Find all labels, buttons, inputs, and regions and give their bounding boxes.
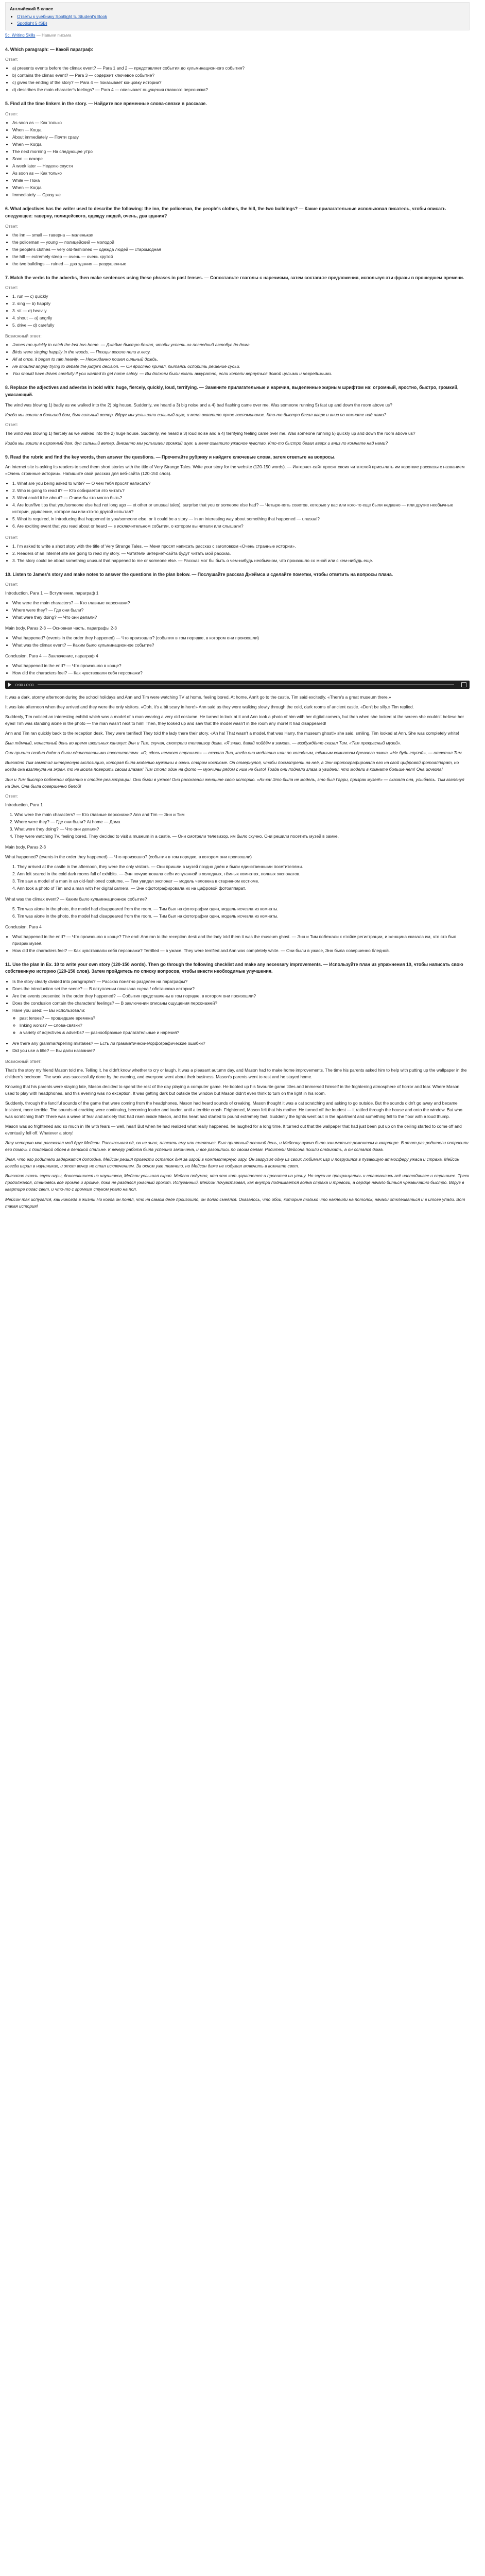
list-item: 1. They arrived at the castle in the afternoon, they were the only visitors. — Они пришли в музей поздно днём и были единственными посетителями. [12, 863, 303, 869]
story-paragraph-ru: Энн и Тим быстро побежали обратно к стойке регистрации. Они были в ужасе! Они рассказали женщине свою историю. «Ах-ха! Это была не модель, это был Гарри, призрак музея!» — сказала она, улыбаясь. Тим взглянул на Энн. Она была совершенно белой! [5, 776, 464, 789]
list-item: • Are the events presented in the order they happened? — События представлены в том порядке, в котором они произошли? [12, 993, 470, 999]
story-paragraph: Knowing that his parents were staying late, Mason decided to spend the rest of the day playing a computer game. He booted up his favourite game titles and immersed himself in the frightening atmosphere of horror and fear. Where Mason used to play with headphones, and this evening was no exception. It was getting dark but outside the window but Mason didn't even think to turn on the light in his room. [5, 1084, 460, 1096]
list-item: • Where were they? — Где они были? [12, 607, 470, 614]
task6-heading: 6. What adjectives has the writer used to describe the following: the inn, the policeman, the people's clothes, the hill, the two buildings? — Какие прилагательные использовал писатель, чтобы описать следующее: таверну, полицейского, одежду людей, очень, два здания? [5, 206, 446, 218]
nav-link-sb[interactable]: Spotlight 5 (SB) [17, 21, 47, 26]
list-item: • the policeman — young — полицейский — молодой [12, 239, 470, 246]
task9-answers [5, 543, 470, 564]
list-item: 4. Ann took a photo of Tim and a man with her digital camera. — Энн сфотографировала их на цифровой фотоаппарат. [12, 885, 246, 891]
task6-answer-label: Ответ: [5, 223, 19, 229]
task4-heading: 4. Which paragraph: — Какой параграф: [5, 46, 94, 52]
task5-heading: 5. Find all the time linkers in the story. — Найдите все временные слова-связки в рассказе. [5, 101, 207, 107]
story-paragraph: That's the story my friend Mason told me. Telling it, he didn't know whether to cry or laugh. It was a pleasant autumn day, and Mason had to make home improvements. The time his parents asked him to help with putting up the wallpaper in the children's bedroom. The work was successfully done by the evening, and everyone went about their business. Mason's parents went to rest and he stayed home. [5, 1067, 467, 1080]
task6-list [5, 232, 470, 267]
list-item: ◦ linking words? — слова-связки? [20, 1022, 470, 1029]
list-item: • the inn — small — таверна — маленькая [12, 232, 470, 239]
list-item: • While — Пока [12, 177, 470, 184]
task10-a-intro-list [5, 811, 470, 840]
list-item: 2. Ann felt scared in the cold dark rooms full of exhibits. — Энн почувствовала себя испуганной в холодных, тёмных комнатах, полных экспонатов. [12, 871, 301, 876]
list-item: • the hill — extremely steep — очень — очень крутой [12, 253, 470, 260]
list-item: • All at once, it began to rain heavily. — Неожиданно пошел сильный дождь. [12, 356, 470, 363]
story-paragraph-ru: Они пришли поздно днём и были единственными посетителями. «О, здесь немного страшно!» — сказала Энн, когда они медленно шли по холодным, тёмным комнатам древнего замка. «Не будь глупой», — ответил Тим. [5, 750, 463, 756]
task10-a-body-list [5, 863, 470, 892]
list-item: • What were they doing? — Что они делали? [12, 614, 470, 621]
audio-time: 0:00 / 0:00 [15, 682, 34, 687]
task10-heading: 10. Listen to James's story and make notes to answer the questions in the plan below. — Послушайте рассказ Джеймса и сделайте пометки, чтобы ответить на вопросы плана. [5, 571, 393, 577]
story-paragraph: It was a dark, stormy afternoon during the school holidays and Ann and Tim were watching TV at home, feeling bored. At home, Ann't go to the castle, Tim said excitedly. «There's a great museum there.» [5, 694, 391, 700]
task10-body-title: Main body, Paras 2-3 — Основная часть, параграфы 2-3 [5, 625, 117, 631]
list-item: 3. What were they doing? — Что они делали? [14, 826, 470, 833]
task10-a-climax-lead: What was the climax event? — Каким было кульминационное событие? [5, 896, 147, 902]
list-item: • Does the conclusion contain the characters' feelings? — В заключении описаны ощущения персонажей? [12, 1000, 470, 1007]
task8-answer: The wind was blowing 1) fiercely as we walked into the 2) huge house. Suddenly, we heard a 3) loud noise and a 4) terrifying feeling came over me. Was someone running 5) quickly up and down the room above us? [5, 430, 415, 436]
nav-link-answers[interactable]: Ответы к учебнику Spotlight 5. Student's Book [17, 14, 108, 20]
task10-concl-title: Conclusion, Para 4 — Заключение, параграф 4 [5, 653, 98, 659]
audio-seekbar[interactable] [38, 684, 454, 685]
list-item: • 4. Are four/five tips that you/someone else had not long ago — et other or unusual tales), surprise that you or someone else had? — Четыре-пять советов, которые у вас или кого-то еще были недавно — или другие необычные истории, удивление, которое вы или кто-то другой испытал? [12, 502, 470, 515]
task11-answer-label: Возможный ответ: [5, 1059, 42, 1064]
list-item: • How did the characters feel? — Как чувствовали себя персонажи? Terrified — в ужасе. They were terrified and Ann was completely white. — Они были в ужасе, Энн была совершенно бледной. [12, 947, 470, 954]
list-item: 4. They were watching TV, feeling bored. They decided to visit a museum in a castle. — Они смотрели телевизор, им было скучно. Они решили посетить музей в замке. [14, 833, 470, 840]
task8-answer-ru: Когда мы вошли в огромный дом, дул сильный ветер. Внезапно мы услышали громкий шум, и меня охватило ужасное чувство. Кто-то быстро бегал вверх и вниз по комнате над нами? [5, 440, 388, 446]
list-item: 2. Where were they? — Где они были? At home — Дома [14, 819, 470, 825]
list-item: • When — Когда [12, 141, 470, 148]
list-item: • How did the characters feel? — Как чувствовали себя персонажи? [12, 670, 470, 676]
story-paragraph-ru: Был тёмный, ненастный день во время школьных каникул; Энн и Тим, скучая, смотрели телевизор дома. «Я знаю, давай пойдём в замок», — возбуждённо сказал Тим. «Там прекрасный музей». [5, 740, 402, 746]
story-paragraph: Suddenly, Tim noticed an interesting exhibit which was a model of a man wearing a very old costume. He turned to look at it and Ann took a photo of him with her digital camera, but then when she looked at the screen she couldn't believe her eyes! Tim was standing alone in the photo — the man wasn't next to him! Then, they looked up and saw that the model wasn't in the room any more! It had disappeared! [5, 714, 464, 726]
task7-answers [5, 342, 470, 377]
task8-text-ru: Когда мы вошли в большой дом, был сильный ветер. Вдруг мы услышали сильный шум, и меня охватило яркое воспоминание. Кто-то быстро бегал вверх и вниз по комнате над нами? [5, 412, 387, 417]
task9-rubric: An Internet site is asking its readers to send them short stories with the title of Very Strange Tales. Write your story for the website (120-150 words). — Интернет-сайт просит своих читателей присылать им короткие рассказы с названием «Очень странные истории». Напишите свой рассказ для веб-сайта (120-150 слов). [5, 464, 465, 477]
task7-answer-label: Ответ: [5, 285, 19, 291]
list-item: • Immediately — Сразу же [12, 192, 470, 198]
story-paragraph: It was late afternoon when they arrived and they were the only visitors. «Ooh, it's a bit scary in here!» Ann said as they were walking slowly through the cold, dark rooms of ancient castle. «Don't be silly.» Tim replied. [5, 704, 414, 710]
story-paragraph-ru: Эту историю мне рассказал мой друг Мейсон. Рассказывая её, он не знал, плакать ему или смеяться. Был приятный осенний день, и Мейсону нужно было заниматься ремонтом в квартире. В этот раз родители попросили его помочь с поклейкой обоев в детской спальне. К вечеру работа была успешно закончена, и все разошлись по своим делам. Родители Мейсона пошли отдыхать, а он остался дома. [5, 1140, 469, 1153]
breadcrumb-suffix: — Навыки письма [36, 33, 72, 38]
task5-answer-label: Ответ: [5, 111, 19, 117]
task10-answer-label: Ответ: [5, 582, 19, 587]
list-item: • 5. drive — d) carefully [12, 322, 470, 329]
list-item: • 1. I'm asked to write a short story with the title of Very Strange Tales. — Меня просят написать рассказ с заголовком «Очень странные истории». [12, 543, 470, 550]
list-item: • As soon as — Как только [12, 170, 470, 177]
task10-a-body: Main body, Paras 2-3 [5, 844, 46, 850]
list-item: • a) presents events before the climax event? — Para 1 and 2 — представляет события до кульминационного события? [12, 65, 470, 72]
list-item: ◦ a variety of adjectives & adverbs? — разнообразные прилагательные и наречия? [20, 1029, 470, 1036]
list-item: • 3. The story could be about something unusual that happened to me or someone else. — Рассказ мог бы быть о чем-нибудь необычном, что произошло со мной или с кем-нибудь еще. [12, 557, 470, 564]
task8-answer-label: Ответ: [5, 421, 19, 427]
task4-list [5, 65, 470, 93]
list-item: • When — Когда [12, 127, 470, 133]
breadcrumb-link[interactable]: 5с. Writing Skills [5, 33, 36, 38]
task10-a-body-lead: What happened? (events in the order they happened) — Что произошло? (события в том порядке, в котором они произошли) [5, 854, 252, 859]
list-item: • About immediately — Почти сразу [12, 134, 470, 141]
task10-body-list [5, 635, 470, 649]
list-item: • As soon as — Как только [12, 120, 470, 126]
task10-concl-list [5, 663, 470, 676]
list-item: • the people's clothes — very old-fashioned — одежда людей — старомодная [12, 246, 470, 253]
task10-a-intro: Introduction, Para 1 [5, 802, 43, 807]
story-paragraph: Mason was so frightened and so much in life with fears — well, hear! But when he had realized what really happened, he laughed for a long time. It turned out that the wallpaper that had just been put up on the ceiling started to come off and eventually fell off. Whatever a story! [5, 1124, 462, 1136]
list-item: 1. Who were the main characters? — Кто главные персонажи? Ann and Tim — Энн и Тим [14, 811, 470, 818]
list-item: • What happened? (events in the order they happened) — Что произошло? (события в том порядке, в котором они произошли) [12, 635, 470, 641]
list-item: • Who were the main characters? — Кто главные персонажи? [12, 600, 470, 606]
list-item: • 1. What are you being asked to write? — О чем тебя просят написать? [12, 480, 470, 487]
task11-sublist [12, 1015, 470, 1036]
task9-questions [5, 480, 470, 530]
story-paragraph-ru: Зная, что его родители задержатся допоздна, Мейсон решил провести остаток дня за игрой в компьютерную игру. Он загрузил одну из своих любимых игр и погрузился в пугающую атмосферу ужаса и страха. Мейсон всегда играл в наушниках, и этот вечер не стал исключением. За окном уже темнело, но Мейсон даже не подумал включить в комнате свет. [5, 1157, 460, 1169]
task8-text: The wind was blowing 1) badly as we walked into the 2) big house. Suddenly, we heard a 3) big noise and a 4) bad flashing came over me. Was someone running 5) fast up and down the room above us? [5, 402, 392, 408]
volume-icon[interactable] [461, 682, 466, 687]
list-item: • Is the story clearly divided into paragraphs? — Рассказ понятно разделен на параграфы? [12, 978, 470, 985]
audio-player[interactable] [5, 681, 470, 689]
breadcrumb [5, 32, 470, 39]
list-item: • 2. Readers of an Internet site are going to read my story. — Читатели интернет-сайта будут читать мой рассказ. [12, 550, 470, 557]
task7-list [5, 293, 470, 329]
list-item: • 2. Who is going to read it? — Кто собирается это читать? [12, 487, 470, 494]
list-item: 3. Tim saw a model of a man in an old-fashioned costume. — Тим увидел экспонат — модель человека в старинном костюме. [12, 878, 259, 884]
story-paragraph-ru: Мейсон так испугался, как никогда в жизни! Но когда он понял, что на самом деле произошло, он долго смеялся. Оказалось, что обои, которые только что наклеили на потолок, начали отклеиваться и в итоге упали. Вот такая история! [5, 1196, 465, 1209]
list-item: • Have you used: — Вы использовали: ◦ past tenses? — прошедшие времена? ◦ linking words? — слова-связки? ◦ a variety of adjectives & adverbs? — разнообразные прилагательные и наречия? [12, 1007, 470, 1036]
task10-intro-list [5, 600, 470, 621]
list-item: • He shouted angrily trying to debate the judge's decision. — Он яростно кричал, пытаясь оспорить решение судьи. [12, 363, 470, 370]
task11-heading: 11. Use the plan in Ex. 10 to write your own story (120-150 words). Then go through the following checklist and make any necessary improvements. — Используйте план из упражнения 10, чтобы написать свою собственную историю (120-150 слов). Затем пройдитесь по списку вопросов, чтобы внести необходимые улучшения. [5, 961, 463, 974]
story-paragraph: Suddenly, through the fanciful sounds of the game that were coming from the headphones, Mason had heard sounds of creaking. Mason thought it was a cat scratching and asking to go outside. But the sounds didn't go away and became insistent, more terrible. The sounds of cracking were continuing, becoming louder and louder, until a terrible crash. Frightened, Mason felt that his mother. He turned off the loudest — it rattled through the house and onto the window. But who was scratching that? There was a wave of fear and anxiety that had risen inside Mason, and his heart had started to pound extremely fast. Suddenly the lights went out in the apartment and something fell to the floor with a loud thump. [5, 1100, 462, 1120]
story-paragraph-ru: Внезапно Тим заметил интересную экспозицию, которая была моделью мужчины в очень старом костюме. Он отвернулся, чтобы посмотреть на неё, а Энн сфотографировала его на свой цифровой фотоаппарат, но когда она взглянула на экран, то не могла поверить своим глазам! Тим стоял один на фото — мужчины рядом с ним не было! Тогда они подняли глаза и увидели, что модели в комнате больше нет! Она исчезла! [5, 760, 459, 772]
task10-intro-title: Introduction, Para 1 — Вступление, параграф 1 [5, 590, 99, 596]
list-item: • d) describes the main character's feelings? — Para 4 — описывает ощущения главного персонажа? [12, 87, 470, 93]
task7-heading: 7. Match the verbs to the adverbs, then make sentences using these phrases in past tenses. — Сопоставьте глаголы с наречиями, затем составьте предложения, используя эти фразы в прошедшем времени. [5, 275, 464, 280]
list-item: • What was the climax event? — Каким было кульминационное событие? [12, 642, 470, 649]
nav-title: Английский 5 класс [10, 6, 54, 11]
task10-a-concl: Conclusion, Para 4 [5, 924, 42, 929]
list-item: 6. Tim was alone in the photo, the model had disappeared from the room. — Тим был на фотографии один, модель исчезла из комнаты. [12, 913, 279, 919]
list-item: 5. Tim was alone in the photo, the model had disappeared from the room. — Тим был на фотографии один, модель исчезла из комнаты. [12, 906, 279, 911]
list-item: • 2. sing — b) happily [12, 300, 470, 307]
task9-answer-label: Ответ: [5, 534, 19, 540]
task4-answer-label: Ответ: [5, 57, 19, 62]
task8-heading: 8. Replace the adjectives and adverbs in bold with: huge, fiercely, quickly, loud, terrifying. — Замените прилагательные и наречия, выделенные жирным шрифтом на: огромный, яростно, быстро, громкий, ужасающий. [5, 385, 459, 398]
play-icon[interactable] [8, 683, 11, 687]
list-item: • What happened in the end? — Что произошло в конце? [12, 663, 470, 669]
list-item: • 4. shout — a) angrily [12, 315, 470, 321]
task11-checklist [5, 978, 470, 1054]
list-item: • When — Когда [12, 184, 470, 191]
list-item: • James ran quickly to catch the last bus home. — Джеймс быстро бежал, чтобы успеть на последний автобус до дома. [12, 342, 470, 348]
list-item: • 6. Are exciting event that you read about or heard — в исключительном событии, о котором вы читали или слышали? [12, 523, 470, 530]
task7-possible-label: Возможный ответ: [5, 333, 42, 339]
list-item: • 3. sit — e) heavily [12, 308, 470, 314]
list-item: ◦ past tenses? — прошедшие времена? [20, 1015, 470, 1022]
task10-a-climax-list [5, 906, 470, 920]
nav-box [5, 2, 470, 30]
task9-heading: 9. Read the rubric and find the key words, then answer the questions. — Прочитайте рубрику и найдите ключевые слова, затем ответьте на вопросы. [5, 454, 336, 460]
list-item: • Does the introduction set the scene? — В вступлении показана сцена / обстановка истории? [12, 986, 470, 992]
story-paragraph-ru: Внезапно сквозь звуки игры, доносившиеся из наушников, Мейсон услышал скрип. Мейсон подумал, что это кот царапается и просится на улицу. Но звуки не прекращались и становились всё настойчивее и страшнее. Треск продолжался, становясь всё громче и громче, пока не раздался ужасный грохот. Испуганный, Мейсон почувствовал, как внутри поднимается волна страха и тревоги, а сердце начало биться чрезвычайно быстро. Вдруг в квартире погас свет, и что-то с громким стуком упало на пол. [5, 1173, 470, 1192]
list-item: • Soon — вскоре [12, 156, 470, 162]
task10-a-concl-list [5, 934, 470, 954]
list-item: • A week later — Неделю спустя [12, 163, 470, 170]
story-paragraph: Ann and Tim ran quickly back to the reception desk. They were terrified! They told the lady there their story. «Ah ha! That wasn't a model, that was Harry, the museum ghost!» she said, smiling. Tim looked at Ann. She was completely white! [5, 731, 459, 736]
task10-answer2-label: Ответ: [5, 793, 19, 799]
list-item: • c) gives the ending of the story? — Para 4 — показывает концовку истории? [12, 79, 470, 86]
page [0, 0, 475, 1218]
list-item: • You should have driven carefully if you wanted to get home safely. — Вы должны были ехать аккуратно, если хотели вернуться домой целыми и невредимыми. [12, 370, 470, 377]
list-item: • 3. What could it be about? — О чем бы это могло быть? [12, 495, 470, 501]
list-item: • Did you use a title? — Вы дали название? [12, 1047, 470, 1054]
nav-links [10, 13, 465, 27]
list-item: • b) contains the climax event? — Para 3 — содержит ключевое событие? [12, 72, 470, 79]
task5-list [5, 120, 470, 198]
list-item: • 1. run — c) quickly [12, 293, 470, 300]
list-item: • the two buildings — ruined — два здания — разрушенные [12, 261, 470, 267]
list-item: • Are there any grammar/spelling mistakes? — Есть ли грамматические/орфографические ошибки? [12, 1040, 470, 1047]
list-item: • The next morning — На следующее утро [12, 148, 470, 155]
list-item: • 5. What is required, in introducing that happened to you/someone else, or it could be a story — in an interesting way about something that happened — unusual? [12, 516, 470, 522]
list-item: • What happened in the end? — Что произошло в конце? The end: Ann ran to the reception desk and the lady told them it was the museum ghost. — Энн и Тим побежали к стойке регистрации, и женщина сказала им, что это был призрак музея. [12, 934, 470, 947]
list-item: • Birds were singing happily in the woods. — Птицы весело пели в лесу. [12, 349, 470, 355]
